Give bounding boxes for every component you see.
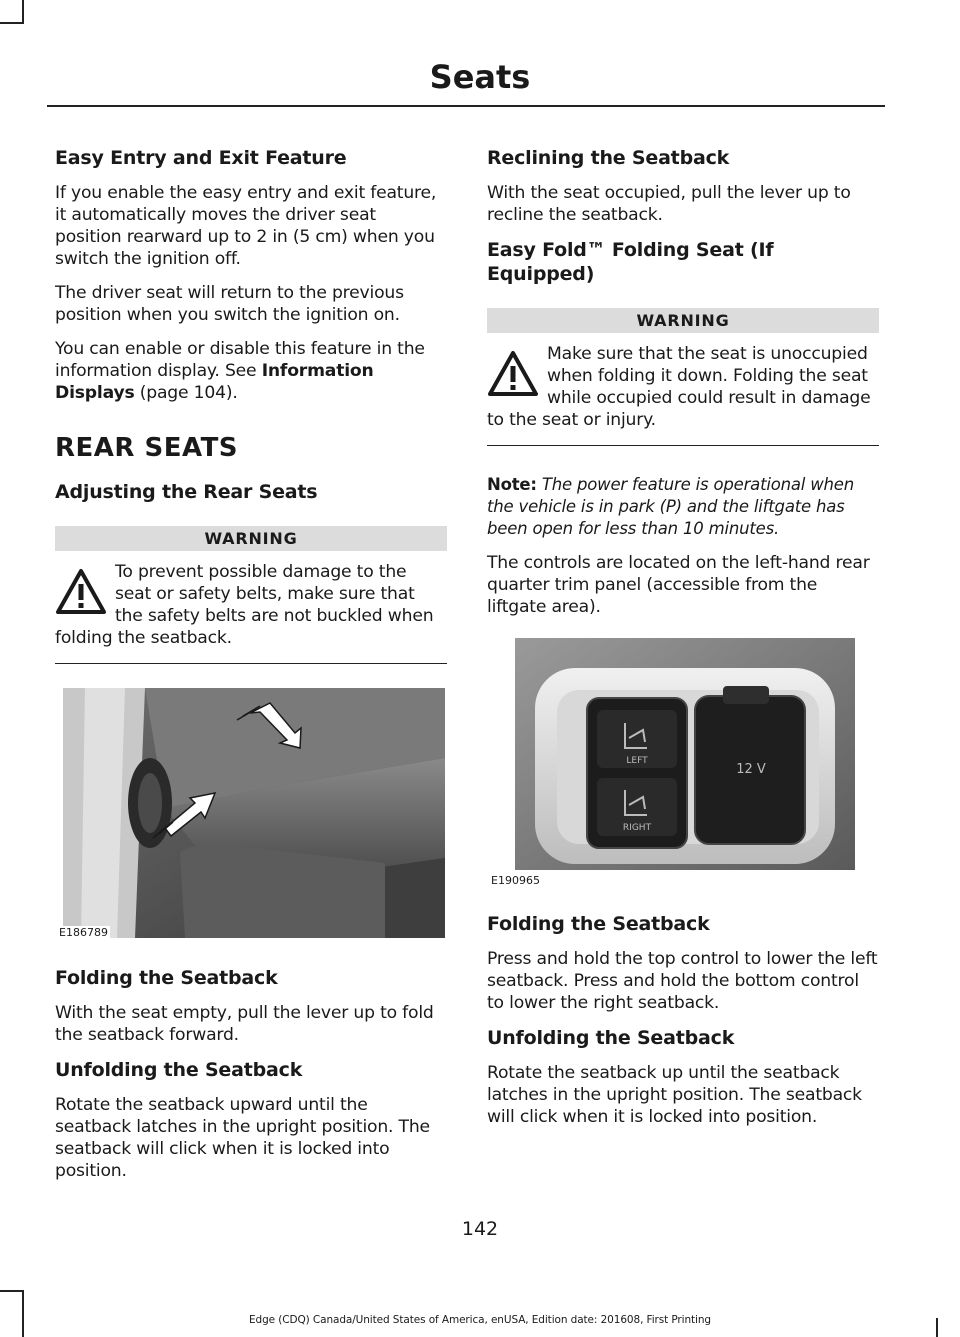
crop-mark [0, 1290, 22, 1292]
chapter-title: REAR SEATS [55, 433, 239, 463]
paragraph: The driver seat will return to the previous position when you switch the ignition on. [55, 283, 404, 325]
right-switch-label: RIGHT [622, 823, 652, 833]
text: (page 104). [134, 383, 238, 403]
paragraph: With the seat occupied, pull the lever up to recline the seatback. [487, 183, 851, 225]
crop-mark [0, 22, 22, 24]
page-header-title: Seats [429, 58, 531, 96]
section-heading: Easy Entry and Exit Feature [55, 147, 347, 169]
warning-text: To prevent possible damage to the seat or safety belts, make sure that the safety belts are not buckled when folding the seatback. [55, 562, 434, 648]
warning-triangle-icon [55, 567, 107, 617]
section-heading: Folding the Seatback [487, 913, 710, 935]
note-label: Note: [487, 475, 537, 494]
note-paragraph [487, 474, 879, 540]
section-heading: Easy Fold™ Folding Seat (If Equipped) [487, 239, 774, 285]
paragraph: Rotate the seatback up until the seatback latches in the upright position. The seatback will click when it is locked into position. [487, 1063, 862, 1127]
warning-box [55, 561, 447, 664]
section-heading: Unfolding the Seatback [55, 1059, 303, 1081]
figure-id-label: E186789 [59, 926, 108, 939]
warning-text: Make sure that the seat is unoccupied when folding it down. Folding the seat while occupied could result in damage to the seat or injury. [487, 344, 871, 430]
text: You can enable or disable this feature in the information display. See [55, 339, 425, 381]
page-number: 142 [461, 1218, 499, 1240]
fold-controls-figure [487, 638, 879, 890]
header-rule [47, 105, 885, 107]
warning-banner: WARNING [55, 526, 447, 551]
warning-box [487, 343, 879, 446]
fold-switch-illustration [487, 638, 879, 890]
warning-triangle-icon [487, 349, 539, 399]
rear-seat-lever-figure [55, 688, 445, 938]
paragraph: With the seat empty, pull the lever up to fold the seatback forward. [55, 1003, 434, 1045]
paragraph: If you enable the easy entry and exit feature, it automatically moves the driver seat position rearward up to 2 in (5 cm) when you switch the ignition off. [55, 183, 437, 269]
section-heading: Folding the Seatback [55, 967, 278, 989]
page-footer: Edge (CDQ) Canada/United States of America, enUSA, Edition date: 201608, First Printing [249, 1314, 711, 1326]
section-heading: Unfolding the Seatback [487, 1027, 735, 1049]
paragraph: Press and hold the top control to lower the left seatback. Press and hold the bottom control to lower the right seatback. [487, 949, 878, 1013]
section-heading: Adjusting the Rear Seats [55, 481, 318, 503]
note-text: The power feature is operational when the vehicle is in park (P) and the liftgate has been open for less than 10 minutes. [487, 475, 854, 538]
paragraph: The controls are located on the left-hand rear quarter trim panel (accessible from the liftgate area). [487, 553, 870, 617]
paragraph: Rotate the seatback upward until the seatback latches in the upright position. The seatback will click when it is locked into position. [55, 1095, 430, 1181]
left-switch-label: LEFT [626, 756, 648, 766]
power-outlet-label: 12 V [736, 762, 766, 777]
warning-banner: WARNING [487, 308, 879, 333]
right-column [487, 146, 879, 1140]
section-heading: Reclining the Seatback [487, 147, 730, 169]
rear-seat-illustration [55, 688, 445, 938]
cross-reference-link[interactable]: Information Displays [55, 361, 374, 403]
paragraph [55, 338, 447, 404]
figure-id-label: E190965 [491, 874, 540, 887]
left-column [55, 146, 447, 1194]
crop-mark [22, 0, 24, 24]
